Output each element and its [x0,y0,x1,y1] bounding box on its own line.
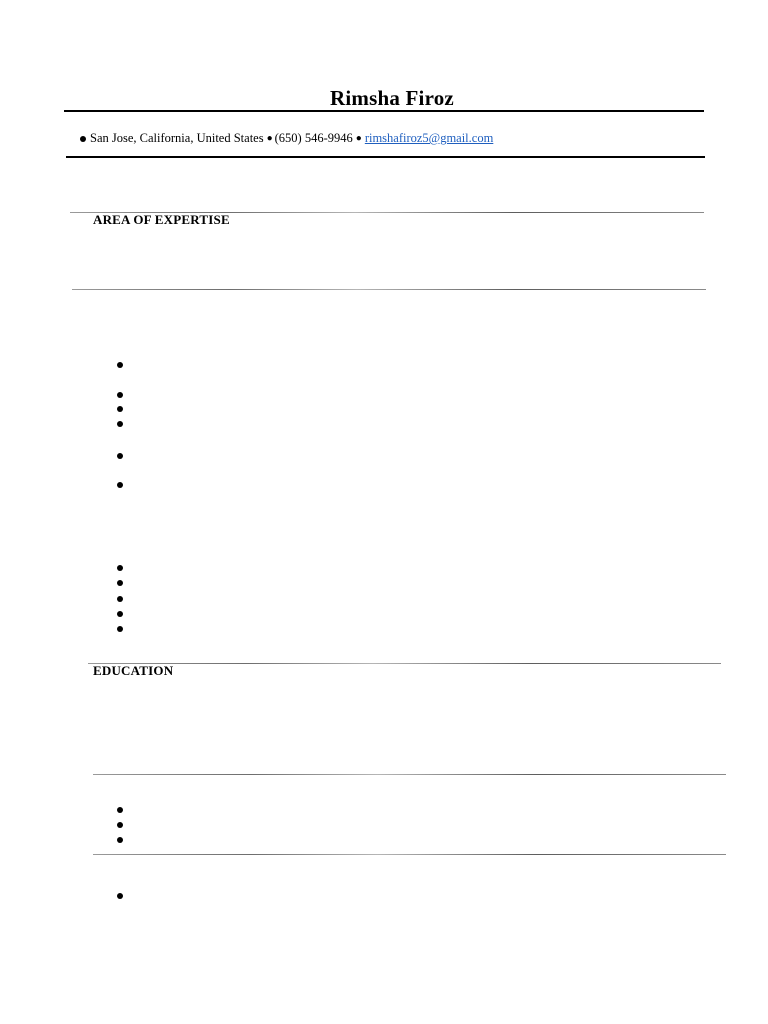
section-divider [93,774,726,775]
list-bullet-icon [117,406,123,412]
section-divider [93,854,726,855]
resume-name: Rimsha Firoz [330,86,454,110]
contact-line [80,131,493,146]
contact-email-link[interactable]: rimshafiroz5@gmail.com [364,131,494,145]
list-bullet-icon [117,626,123,632]
list-bullet-icon [117,596,123,602]
list-bullet-icon [117,421,123,427]
section-divider [72,289,706,290]
contact-separator: ● [355,133,362,144]
contact-location: San Jose, California, United States [90,131,264,145]
list-bullet-icon [117,611,123,617]
list-bullet-icon [117,837,123,843]
section-heading-expertise: AREA OF EXPERTISE [93,212,230,227]
list-bullet-icon [117,453,123,459]
section-divider [88,663,721,664]
name-underline [64,110,704,112]
list-bullet-icon [117,362,123,368]
list-bullet-icon [117,822,123,828]
list-bullet-icon [117,580,123,586]
contact-bullet-icon [80,136,86,142]
list-bullet-icon [117,807,123,813]
list-bullet-icon [117,893,123,899]
contact-underline [66,156,705,158]
list-bullet-icon [117,565,123,571]
list-bullet-icon [117,482,123,488]
contact-phone: (650) 546-9946 [274,131,353,145]
list-bullet-icon [117,392,123,398]
contact-separator: ● [266,133,273,144]
section-heading-education: EDUCATION [93,663,174,678]
